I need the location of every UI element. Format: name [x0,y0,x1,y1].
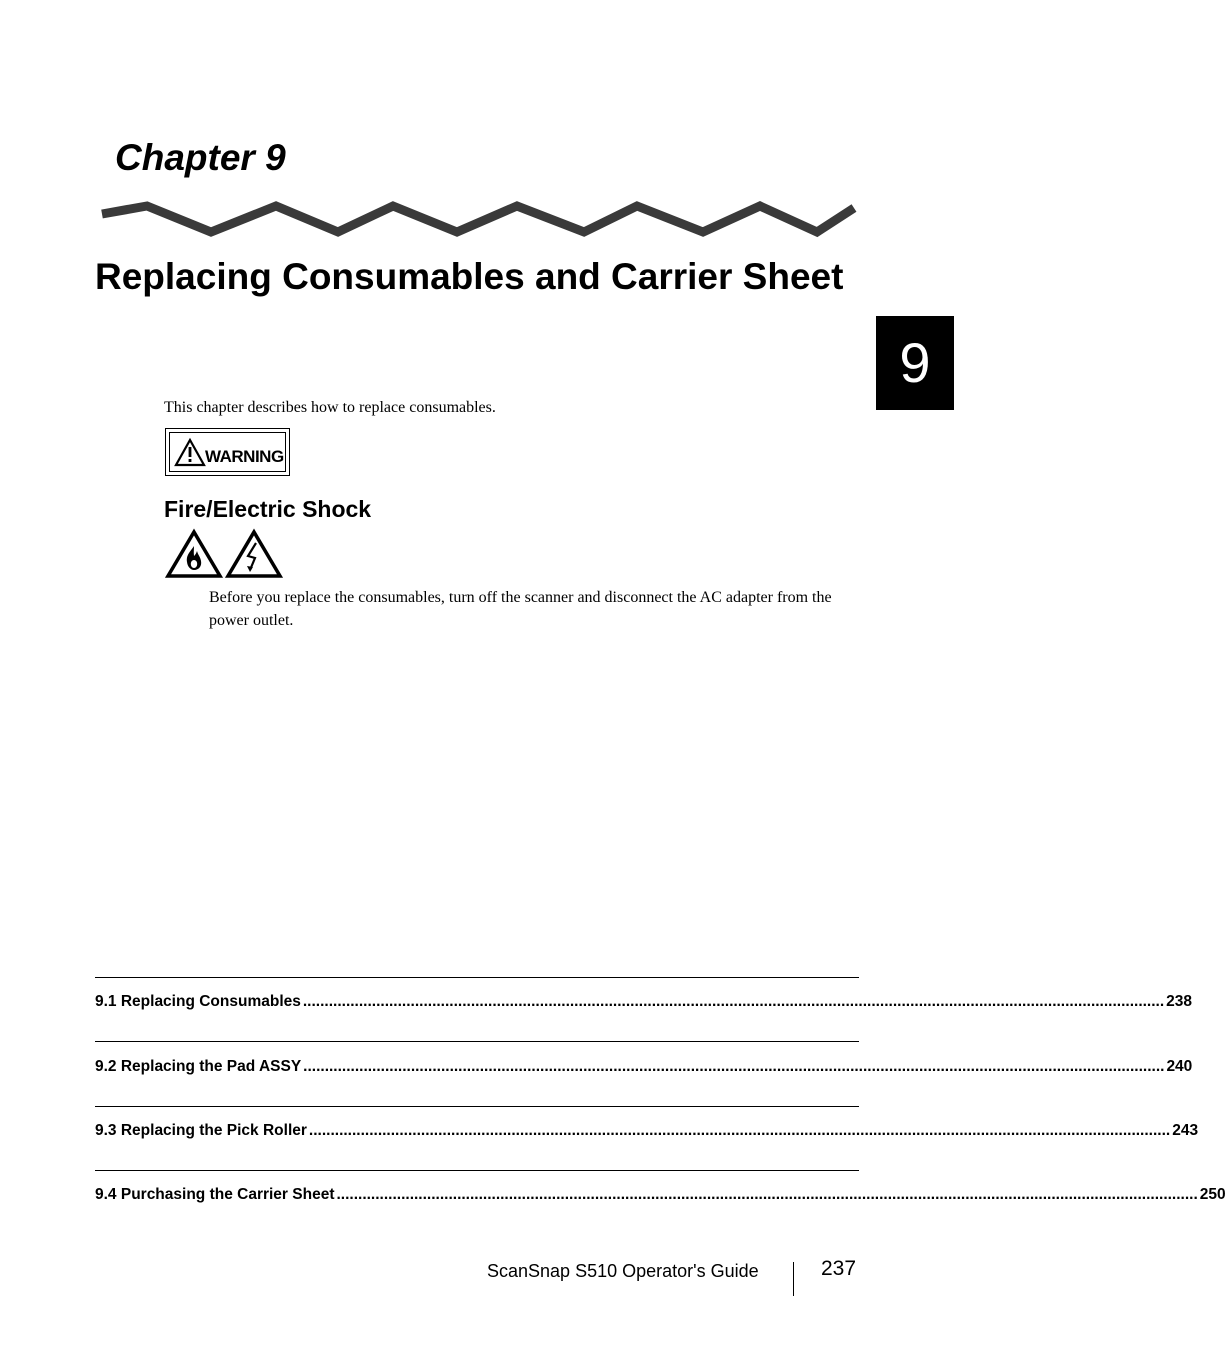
toc-entry-title: 9.3 Replacing the Pick Roller [95,1122,307,1139]
toc-leader-dots: ........................................................................................................................................................................................................ [308,1122,1171,1139]
toc-entry[interactable] [95,992,1193,1012]
fire-icon [166,530,222,578]
toc-divider [95,977,859,978]
toc-leader-dots: ........................................................................................................................................................................................................ [336,1186,1198,1203]
toc-entry-title: 9.1 Replacing Consumables [95,993,301,1010]
hazard-text: Before you replace the consumables, turn off the scanner and disconnect the AC adapter from the power outlet. [209,589,832,629]
toc-entry-page: 240 [1166,1058,1193,1075]
toc-entry-page: 238 [1166,993,1193,1010]
toc-entry-title: 9.2 Replacing the Pad ASSY [95,1058,302,1075]
toc-entry-page: 250 [1199,1186,1226,1203]
toc-leader-dots: ........................................................................................................................................................................................................ [303,1058,1165,1075]
chapter-label: Chapter 9 [115,137,286,178]
warning-triangle-icon [174,438,206,468]
page-number: 237 [821,1257,857,1280]
warning-label: WARNING [205,447,284,466]
toc-divider [95,1170,859,1171]
toc-entry-page: 243 [1172,1122,1199,1139]
warning-label-box [165,428,290,476]
footer-separator [793,1262,794,1296]
hazard-heading: Fire/Electric Shock [164,496,372,522]
toc-entry[interactable] [95,1185,1226,1205]
toc-divider [95,1106,859,1107]
zigzag-divider [100,198,860,242]
electric-shock-icon [226,530,282,578]
footer-guide-title: ScanSnap S510 Operator's Guide [487,1261,759,1281]
toc-entry[interactable] [95,1057,1193,1077]
toc-divider [95,1041,859,1042]
toc-leader-dots: ........................................................................................................................................................................................................ [302,993,1165,1010]
page-title: Replacing Consumables and Carrier Sheet [95,256,844,297]
toc-entry[interactable] [95,1121,1199,1141]
chapter-tab: 9 [876,316,954,410]
warning-inner-frame [169,432,286,472]
toc-entry-title: 9.4 Purchasing the Carrier Sheet [95,1186,335,1203]
intro-text: This chapter describes how to replace consumables. [164,399,496,416]
